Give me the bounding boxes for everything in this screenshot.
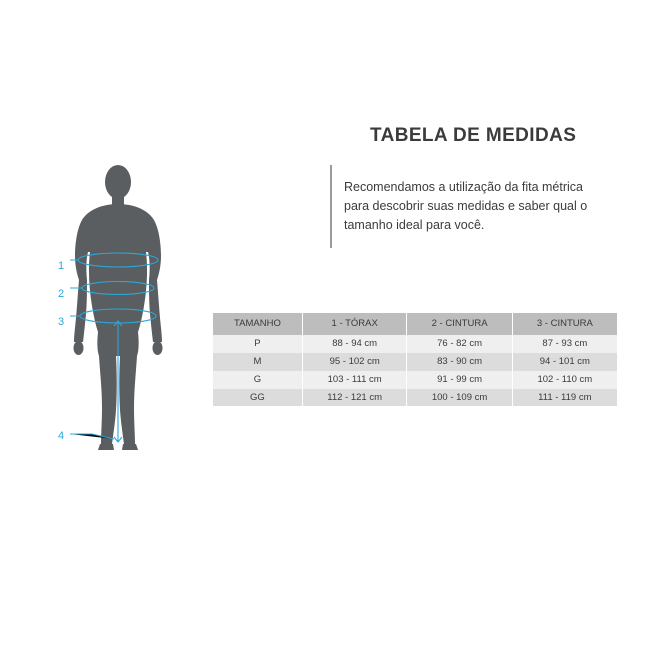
cell-hip: 94 - 101 cm bbox=[539, 355, 590, 367]
measure-marker-4: 4 bbox=[58, 430, 65, 442]
cell-hip: 102 - 110 cm bbox=[537, 373, 593, 385]
cell-waist: 91 - 99 cm bbox=[407, 371, 512, 389]
cell-hip: 87 - 93 cm bbox=[542, 337, 588, 349]
cell-size: GG bbox=[213, 389, 302, 407]
heading-block bbox=[330, 125, 630, 248]
cell-waist: 76 - 82 cm bbox=[407, 335, 512, 353]
column-header-chest: 1 - TÓRAX bbox=[302, 313, 407, 335]
page-title: TABELA DE MEDIDAS bbox=[370, 125, 577, 146]
cell-size: P bbox=[213, 335, 302, 353]
cell-size: M bbox=[213, 353, 302, 371]
table-row bbox=[213, 353, 617, 371]
table-header-row bbox=[213, 313, 617, 335]
table-row bbox=[213, 389, 617, 407]
measure-marker-2: 2 bbox=[58, 288, 65, 300]
cell-hip: 111 - 119 cm bbox=[538, 391, 592, 403]
cell-chest: 103 - 111 cm bbox=[302, 371, 407, 389]
table-row bbox=[213, 371, 617, 389]
column-header-size: TAMANHO bbox=[213, 313, 302, 335]
cell-waist: 100 - 109 cm bbox=[407, 389, 512, 407]
measure-marker-1: 1 bbox=[58, 260, 65, 272]
cell-chest: 95 - 102 cm bbox=[302, 353, 407, 371]
body-figure bbox=[40, 160, 270, 460]
intro-row bbox=[330, 165, 630, 248]
column-header-waist: 2 - CINTURA bbox=[407, 313, 512, 335]
cell-size: G bbox=[213, 371, 302, 389]
intro-divider bbox=[330, 165, 332, 248]
male-silhouette-icon bbox=[40, 160, 270, 460]
intro-text: Recomendamos a utilização da fita métrica para descobrir suas medidas e saber qual o tamanho ideal para você. bbox=[344, 179, 588, 233]
cell-chest: 112 - 121 cm bbox=[302, 389, 407, 407]
column-header-hip: 3 - CINTURA bbox=[536, 318, 593, 329]
measure-marker-3: 3 bbox=[58, 316, 65, 328]
size-table bbox=[213, 313, 617, 406]
cell-waist: 83 - 90 cm bbox=[407, 353, 512, 371]
cell-chest: 88 - 94 cm bbox=[302, 335, 407, 353]
table-row bbox=[213, 335, 617, 353]
